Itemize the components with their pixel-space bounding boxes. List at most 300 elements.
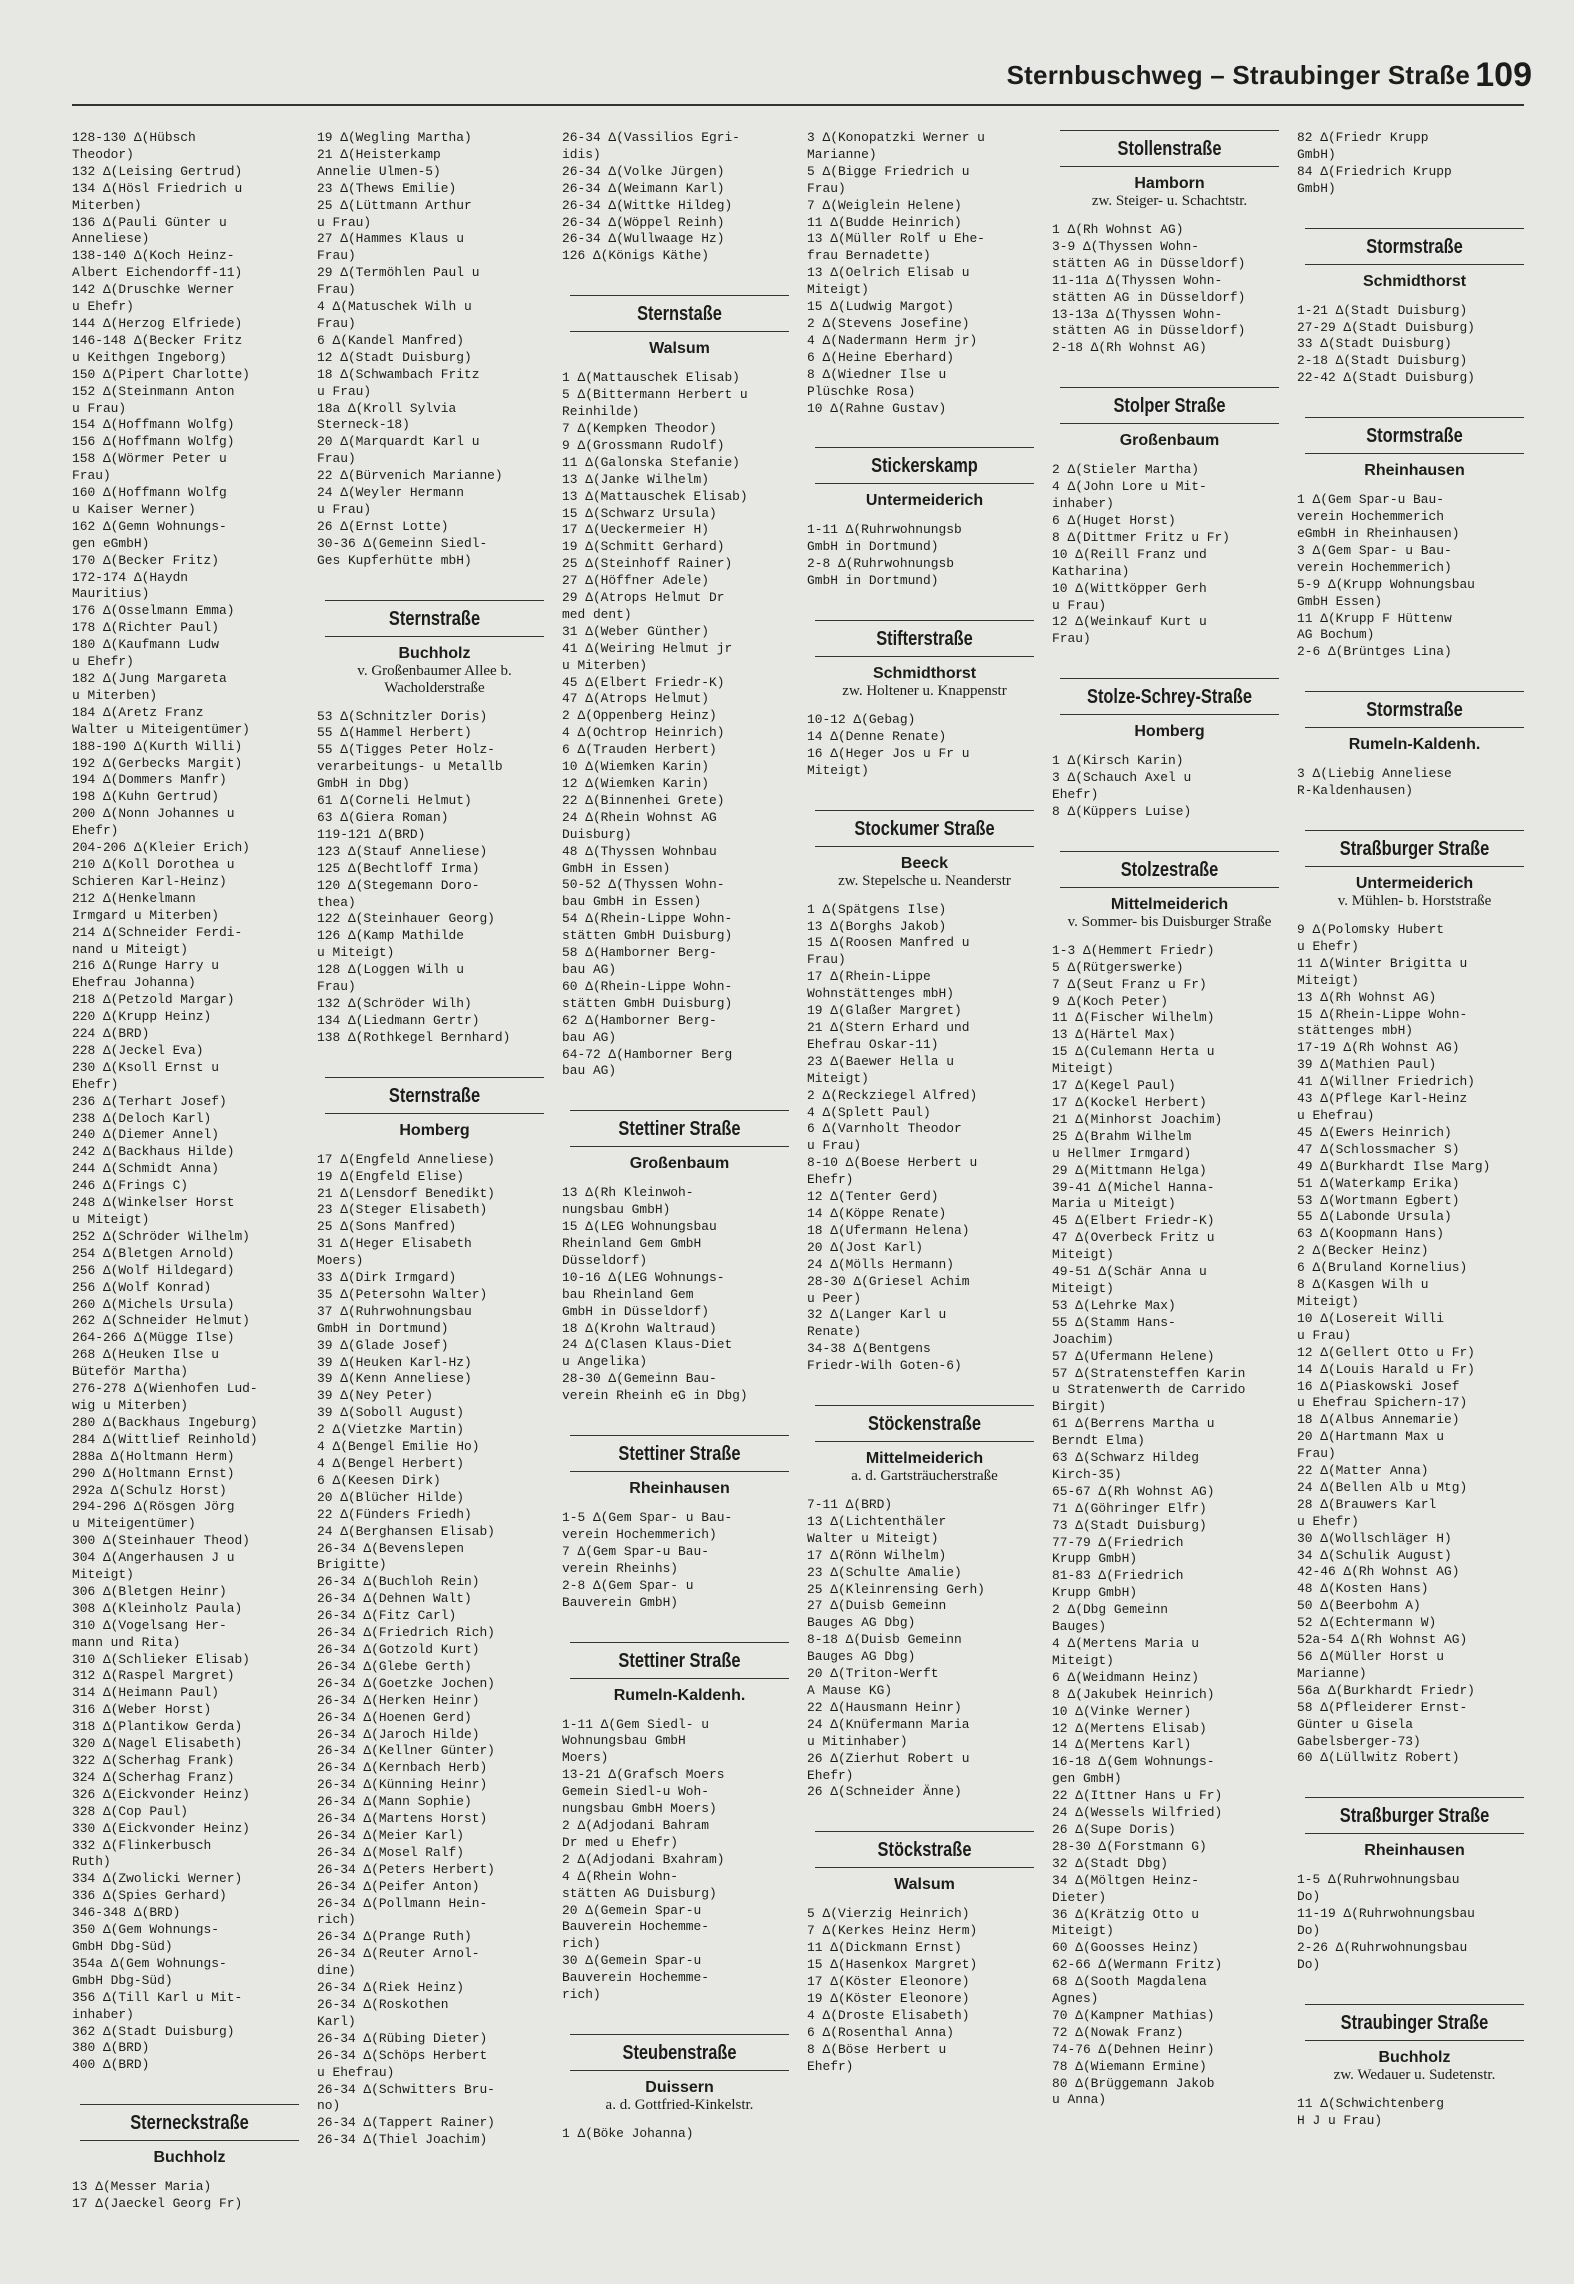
directory-entry: 61 Δ(Berrens Martha u bbox=[1052, 1416, 1215, 1432]
directory-entry: 122 Δ(Steinhauer Georg) bbox=[317, 911, 495, 927]
directory-entry: verein Hochemmerich bbox=[1297, 509, 1444, 525]
directory-entry: u Miteigentümer) bbox=[72, 1516, 196, 1532]
directory-entry: 128-130 Δ(Hübsch bbox=[72, 130, 196, 145]
directory-entry: Marianne) bbox=[1297, 1665, 1367, 1681]
section-rule-bottom bbox=[1305, 1833, 1524, 1834]
directory-entry: 22 Δ(Binnenhei Grete) bbox=[562, 792, 725, 808]
directory-entry: 214 Δ(Schneider Ferdi- bbox=[72, 924, 243, 940]
street-name: Stolzestraße bbox=[1120, 858, 1219, 881]
directory-entry: 47 Δ(Overbeck Fritz u bbox=[1052, 1230, 1215, 1246]
directory-entry: 55 Δ(Stamm Hans- bbox=[1052, 1314, 1176, 1330]
directory-entry: 39 Δ(Soboll August) bbox=[317, 1405, 464, 1421]
directory-entry: 6 Δ(Huget Horst) bbox=[1052, 512, 1176, 528]
directory-entry: 39 Δ(Ney Peter) bbox=[317, 1388, 434, 1404]
section-rule-bottom bbox=[815, 656, 1034, 657]
directory-entry: GmbH in Dortmund) bbox=[807, 573, 939, 589]
directory-entry: u Mitinhaber) bbox=[807, 1733, 908, 1749]
directory-entry: 84 Δ(Friedrich Krupp bbox=[1297, 163, 1452, 179]
street-range-note: v. Sommer- bis Duisburger Straße bbox=[1067, 913, 1272, 930]
directory-entry: 1 Δ(Kirsch Karin) bbox=[1052, 753, 1184, 769]
directory-entry: 15 Δ(Schwarz Ursula) bbox=[562, 505, 717, 521]
directory-entry: 120 Δ(Stegemann Doro- bbox=[317, 877, 480, 893]
directory-entry: A Mause KG) bbox=[807, 1683, 893, 1698]
directory-entry: bau AG) bbox=[562, 1029, 617, 1045]
directory-entry: u Ehefr) bbox=[72, 654, 134, 670]
directory-entry: 2 Δ(Dbg Gemeinn bbox=[1052, 1602, 1169, 1618]
directory-entry: 25 Δ(Kleinrensing Gerh) bbox=[807, 1581, 985, 1597]
directory-entry: 346-348 Δ(BRD) bbox=[72, 1905, 181, 1921]
directory-entry: 4 Δ(Rhein Wohn- bbox=[562, 1868, 679, 1884]
directory-entry: Reinhilde) bbox=[562, 404, 640, 420]
directory-entry: 80 Δ(Brüggemann Jakob bbox=[1052, 2075, 1215, 2091]
district-name: Rheinhausen bbox=[1364, 462, 1465, 480]
street-name: Sternstraße bbox=[388, 1084, 481, 1107]
directory-entry: Büteför Martha) bbox=[72, 1364, 189, 1380]
directory-entry: 34-38 Δ(Bentgens bbox=[807, 1341, 931, 1357]
directory-entry: 320 Δ(Nagel Elisabeth) bbox=[72, 1736, 243, 1752]
directory-entry: 64-72 Δ(Hamborner Berg bbox=[562, 1046, 733, 1062]
directory-entry: 218 Δ(Petzold Margar) bbox=[72, 992, 235, 1008]
directory-entry: 2 Δ(Oppenberg Heinz) bbox=[562, 708, 717, 724]
directory-entry: 19 Δ(Schmitt Gerhard) bbox=[562, 539, 725, 555]
directory-entry: 3 Δ(Konopatzki Werner u bbox=[807, 130, 985, 145]
directory-entry: 13 Δ(Janke Wilhelm) bbox=[562, 471, 709, 487]
directory-entry: 1-11 Δ(Ruhrwohnungsb bbox=[807, 522, 962, 538]
directory-entry: 244 Δ(Schmidt Anna) bbox=[72, 1161, 219, 1177]
section-rule-bottom bbox=[1305, 866, 1524, 867]
directory-entry: 9 Δ(Koch Peter) bbox=[1052, 993, 1169, 1009]
directory-entry: 7 Δ(Kerkes Heinz Herm) bbox=[807, 1923, 978, 1939]
directory-entry: 4 Δ(John Lore u Mit- bbox=[1052, 479, 1207, 495]
street-name: Stettiner Straße bbox=[618, 1118, 741, 1141]
directory-entry: 23 Δ(Thews Emilie) bbox=[317, 180, 457, 196]
directory-entry: 26-34 Δ(Vassilios Egri- bbox=[562, 130, 740, 145]
directory-entry: 65-67 Δ(Rh Wohnst AG) bbox=[1052, 1483, 1215, 1499]
directory-columns bbox=[72, 130, 1532, 2260]
directory-entry: 8 Δ(Kasgen Wilh u bbox=[1297, 1277, 1429, 1293]
directory-entry: Gabelsberger-73) bbox=[1297, 1733, 1421, 1749]
directory-entry: 81-83 Δ(Friedrich bbox=[1052, 1568, 1184, 1584]
directory-entry: 18 Δ(Ufermann Helena) bbox=[807, 1222, 970, 1238]
directory-entry: 200 Δ(Nonn Johannes u bbox=[72, 806, 235, 822]
directory-entry: 125 Δ(Bechtloff Irma) bbox=[317, 860, 480, 876]
directory-entry: 6 Δ(Bruland Kornelius) bbox=[1297, 1260, 1468, 1276]
directory-entry: 1 Δ(Mattauschek Elisab) bbox=[562, 370, 740, 386]
directory-entry: 20 Δ(Marquardt Karl u bbox=[317, 434, 480, 450]
directory-entry: 22 Δ(Fünders Friedh) bbox=[317, 1506, 472, 1522]
directory-entry: 2-8 Δ(Ruhrwohnungsb bbox=[807, 556, 954, 572]
directory-entry: 15 Δ(Ludwig Margot) bbox=[807, 299, 954, 315]
directory-entry: Ehefr) bbox=[72, 1076, 119, 1092]
directory-entry: 134 Δ(Hösl Friedrich u bbox=[72, 180, 243, 196]
directory-entry: 60 Δ(Lüllwitz Robert) bbox=[1297, 1750, 1460, 1766]
directory-entry: 17 Δ(Rhein-Lippe bbox=[807, 969, 931, 985]
directory-entry: Frau) bbox=[317, 282, 356, 298]
directory-entry: 17 Δ(Ueckermeier H) bbox=[562, 522, 709, 538]
directory-entry: Wohnstättenges mbH) bbox=[807, 986, 954, 1002]
street-name: Steubenstraße bbox=[622, 2041, 737, 2064]
directory-entry: 268 Δ(Heuken Ilse u bbox=[72, 1347, 219, 1363]
directory-entry: Wohnungsbau GmbH bbox=[562, 1733, 686, 1749]
directory-entry: 7 Δ(Weiglein Helene) bbox=[807, 197, 962, 213]
directory-entry: 26-34 Δ(Friedrich Rich) bbox=[317, 1625, 495, 1641]
directory-entry: 16-18 Δ(Gem Wohnungs- bbox=[1052, 1754, 1215, 1770]
directory-entry: 26-34 Δ(Künning Heinr) bbox=[317, 1777, 488, 1793]
directory-entry: 310 Δ(Vogelsang Her- bbox=[72, 1617, 227, 1633]
directory-entry: Bauverein GmbH) bbox=[562, 1594, 679, 1610]
directory-entry: 30 Δ(Wollschläger H) bbox=[1297, 1530, 1452, 1546]
directory-entry: 7 Δ(Kempken Theodor) bbox=[562, 420, 717, 436]
directory-entry: GmbH in Dortmund) bbox=[317, 1320, 449, 1336]
directory-entry: 7 Δ(Gem Spar-u Bau- bbox=[562, 1543, 709, 1559]
directory-entry: stätten GmbH Duisburg) bbox=[562, 995, 733, 1011]
directory-entry: 216 Δ(Runge Harry u bbox=[72, 958, 219, 974]
directory-entry: rich) bbox=[317, 1912, 356, 1928]
district-name: Rumeln-Kaldenh. bbox=[1348, 736, 1481, 754]
directory-entry: 4 Δ(Droste Elisabeth) bbox=[807, 2007, 970, 2023]
street-name: Sternstraße bbox=[388, 607, 481, 630]
street-section-header bbox=[1297, 2004, 1532, 2084]
directory-entry: 1-11 Δ(Gem Siedl- u bbox=[562, 1716, 709, 1732]
directory-entry: 256 Δ(Wolf Hildegard) bbox=[72, 1262, 235, 1278]
directory-entry: u Frau) bbox=[1297, 1327, 1352, 1343]
directory-entry: 12 Δ(Tenter Gerd) bbox=[807, 1189, 939, 1205]
directory-entry: 13 Δ(Rh Kleinwoh- bbox=[562, 1185, 694, 1201]
directory-entry: 20 Δ(Hartmann Max u bbox=[1297, 1429, 1444, 1445]
directory-entry: 26-34 Δ(Meier Karl) bbox=[317, 1827, 464, 1843]
street-section-header bbox=[562, 1110, 797, 1173]
section-rule-bottom bbox=[1305, 453, 1524, 454]
district-name: Homberg bbox=[399, 1121, 470, 1139]
directory-entry: 322 Δ(Scherhag Frank) bbox=[72, 1753, 235, 1768]
section-rule-bottom bbox=[1060, 714, 1279, 715]
directory-entry: 26-34 Δ(Prange Ruth) bbox=[317, 1929, 472, 1945]
directory-entry: 31 Δ(Weber Günther) bbox=[562, 623, 709, 639]
district-name: Homberg bbox=[1134, 723, 1205, 741]
directory-entry: 35 Δ(Petersohn Walter) bbox=[317, 1286, 488, 1302]
directory-entry: 8-18 Δ(Duisb Gemeinn bbox=[807, 1632, 962, 1648]
directory-entry: Frau) bbox=[1297, 1446, 1336, 1462]
directory-entry: 63 Δ(Koopmann Hans) bbox=[1297, 1226, 1444, 1242]
directory-entry: 26-34 Δ(Roskothen bbox=[317, 1997, 449, 2012]
directory-entry: thea) bbox=[317, 894, 356, 910]
directory-entry: 11 Δ(Dickmann Ernst) bbox=[807, 1940, 962, 1956]
directory-entry: Joachim) bbox=[1052, 1331, 1114, 1347]
directory-entry: 17-19 Δ(Rh Wohnst AG) bbox=[1297, 1040, 1460, 1056]
directory-entry: 5 Δ(Bittermann Herbert u bbox=[562, 387, 748, 403]
directory-entry: Annelie Ulmen-5) bbox=[317, 163, 441, 179]
section-rule-bottom bbox=[570, 1471, 789, 1472]
directory-entry: 246 Δ(Frings C) bbox=[72, 1178, 189, 1194]
directory-entry: 25 Δ(Lüttmann Arthur bbox=[317, 197, 472, 213]
directory-entry: 5 Δ(Vierzig Heinrich) bbox=[807, 1906, 970, 1922]
directory-entry: 22 Δ(Ittner Hans u Fr) bbox=[1052, 1788, 1223, 1804]
directory-entry: 180 Δ(Kaufmann Ludw bbox=[72, 637, 219, 653]
directory-entry: Miteigt) bbox=[1052, 1247, 1114, 1263]
district-name: Rheinhausen bbox=[629, 1480, 730, 1498]
directory-entry: Birgit) bbox=[1052, 1399, 1107, 1415]
directory-entry: 25 Δ(Steinhoff Rainer) bbox=[562, 556, 733, 572]
directory-entry: 48 Δ(Kosten Hans) bbox=[1297, 1581, 1429, 1597]
directory-entry: 24 Δ(Mölls Hermann) bbox=[807, 1256, 954, 1272]
street-name: Stöckstraße bbox=[877, 1839, 972, 1862]
directory-entry: GmbH Essen) bbox=[1297, 593, 1383, 609]
directory-entry: 16 Δ(Heger Jos u Fr u bbox=[807, 745, 970, 761]
directory-entry: 336 Δ(Spies Gerhard) bbox=[72, 1888, 227, 1904]
directory-entry: 53 Δ(Schnitzler Doris) bbox=[317, 708, 488, 724]
directory-entry: 49 Δ(Burkhardt Ilse Marg) bbox=[1297, 1158, 1491, 1174]
directory-entry: 26 Δ(Ernst Lotte) bbox=[317, 518, 449, 534]
directory-entry: 12 Δ(Wiemken Karin) bbox=[562, 776, 709, 791]
street-name: Stormstraße bbox=[1366, 425, 1463, 448]
directory-entry: Frau) bbox=[317, 451, 356, 467]
section-rule-bottom bbox=[815, 846, 1034, 847]
directory-entry: 11-11a Δ(Thyssen Wohn- bbox=[1052, 272, 1223, 288]
directory-entry: 15 Δ(Roosen Manfred u bbox=[807, 935, 970, 951]
directory-entry: 4 Δ(Matuschek Wilh u bbox=[317, 299, 472, 315]
directory-entry: 15 Δ(Hasenkox Margret) bbox=[807, 1957, 978, 1973]
street-range-note: zw. Steiger- u. Schachtstr. bbox=[1091, 193, 1248, 209]
directory-entry: 21 Δ(Minhorst Joachim) bbox=[1052, 1111, 1223, 1127]
directory-entry: 30-36 Δ(Gemeinn Siedl- bbox=[317, 535, 488, 551]
directory-entry: 26-34 Δ(Wöppel Reinh) bbox=[562, 214, 725, 230]
directory-column bbox=[72, 130, 307, 2260]
directory-entry: GmbH in Dbg) bbox=[317, 776, 410, 792]
district-name: Schmidthorst bbox=[1362, 272, 1467, 290]
directory-entry: 2-26 Δ(Ruhrwohnungsbau bbox=[1297, 1939, 1468, 1955]
directory-entry: 14 Δ(Denne Renate) bbox=[807, 728, 947, 744]
directory-entry: 18 Δ(Albus Annemarie) bbox=[1297, 1412, 1460, 1428]
directory-entry: verarbeitungs- u Metallb bbox=[317, 759, 503, 775]
directory-entry: 57 Δ(Stratensteffen Karin bbox=[1052, 1365, 1246, 1381]
directory-entry: 28-30 Δ(Gemeinn Bau- bbox=[562, 1371, 717, 1387]
directory-entry: 12 Δ(Mertens Elisab) bbox=[1052, 1720, 1207, 1736]
directory-entry: 262 Δ(Schneider Helmut) bbox=[72, 1313, 250, 1329]
directory-entry: Frau) bbox=[317, 248, 356, 264]
directory-entry: 26-34 Δ(Schwitters Bru- bbox=[317, 2081, 495, 2097]
directory-entry: 17 Δ(Engfeld Anneliese) bbox=[317, 1151, 495, 1167]
directory-entry: 2-6 Δ(Brüntges Lina) bbox=[1297, 644, 1452, 660]
district-name: Mittelmeiderich bbox=[865, 1450, 984, 1468]
directory-entry: H J u Frau) bbox=[1297, 2112, 1383, 2128]
directory-entry: 26-34 Δ(Glebe Gerth) bbox=[317, 1658, 472, 1674]
directory-entry: nand u Miteigt) bbox=[72, 941, 189, 957]
directory-entry: Ruth) bbox=[72, 1854, 111, 1870]
directory-entry: 11 Δ(Galonska Stefanie) bbox=[562, 454, 740, 470]
street-section-header bbox=[1052, 678, 1287, 741]
section-rule-bottom bbox=[570, 1146, 789, 1147]
directory-entry: 26-34 Δ(Riek Heinz) bbox=[317, 1980, 464, 1996]
district-name: Hamborn bbox=[1134, 175, 1205, 192]
directory-entry: 13-13a Δ(Thyssen Wohn- bbox=[1052, 306, 1223, 322]
directory-entry: 6 Δ(Varnholt Theodor bbox=[807, 1121, 962, 1137]
directory-entry: 4 Δ(Mertens Maria u bbox=[1052, 1636, 1199, 1651]
directory-entry: 380 Δ(BRD) bbox=[72, 2040, 150, 2056]
directory-entry: u Ehefr) bbox=[1297, 938, 1359, 954]
directory-entry: 26 Δ(Supe Doris) bbox=[1052, 1821, 1176, 1837]
directory-entry: Marianne) bbox=[807, 146, 877, 162]
directory-entry: 9 Δ(Polomsky Hubert bbox=[1297, 922, 1444, 938]
directory-entry: 21 Δ(Heisterkamp bbox=[317, 146, 441, 162]
directory-entry: 354a Δ(Gem Wohnungs- bbox=[72, 1955, 227, 1971]
district-name: Untermeiderich bbox=[1355, 875, 1474, 893]
district-name: Schmidthorst bbox=[872, 665, 977, 683]
directory-entry: u Frau) bbox=[317, 501, 372, 517]
directory-entry: Mauritius) bbox=[72, 586, 150, 602]
directory-entry: 14 Δ(Mertens Karl) bbox=[1052, 1737, 1192, 1753]
directory-entry: 58 Δ(Pfleiderer Ernst- bbox=[1297, 1699, 1468, 1715]
directory-entry: 26-34 Δ(Wullwaage Hz) bbox=[562, 231, 725, 247]
directory-entry: 4 Δ(Ochtrop Heinrich) bbox=[562, 725, 725, 741]
directory-entry: 1-5 Δ(Ruhrwohnungsbau bbox=[1297, 1872, 1460, 1888]
directory-entry: 280 Δ(Backhaus Ingeburg) bbox=[72, 1414, 258, 1430]
directory-entry: 26-34 Δ(Buchloh Rein) bbox=[317, 1574, 480, 1590]
street-section-header bbox=[562, 1435, 797, 1498]
directory-entry: 146-148 Δ(Becker Fritz bbox=[72, 332, 243, 348]
directory-entry: 184 Δ(Aretz Franz bbox=[72, 704, 204, 720]
directory-entry: 198 Δ(Kuhn Gertrud) bbox=[72, 789, 219, 805]
directory-entry: Dr med u Ehefr) bbox=[562, 1834, 679, 1850]
directory-entry: verein Hochemmerich) bbox=[562, 1527, 717, 1542]
directory-entry: Walter u Miteigentümer) bbox=[72, 721, 250, 737]
street-section-header bbox=[1297, 417, 1532, 480]
section-rule-bottom bbox=[325, 1113, 544, 1114]
directory-entry: 28-30 Δ(Griesel Achim bbox=[807, 1273, 970, 1289]
directory-entry: 3 Δ(Gem Spar- u Bau- bbox=[1297, 542, 1452, 558]
directory-entry: 212 Δ(Henkelmann bbox=[72, 890, 196, 906]
directory-entry: 10 Δ(Wiemken Karin) bbox=[562, 759, 709, 775]
section-rule-bottom bbox=[815, 1867, 1034, 1868]
directory-entry: 39 Δ(Heuken Karl-Hz) bbox=[317, 1354, 472, 1370]
section-rule-bottom bbox=[815, 483, 1034, 484]
directory-entry: Ehefr) bbox=[807, 2058, 854, 2074]
directory-entry: GmbH) bbox=[1297, 146, 1336, 162]
directory-entry: verein Hochemmerich) bbox=[1297, 559, 1452, 575]
directory-entry: no) bbox=[317, 2098, 341, 2114]
directory-entry: verein Rheinhs) bbox=[562, 1560, 679, 1576]
street-name: Stormstraße bbox=[1366, 699, 1463, 722]
directory-entry: u Frau) bbox=[807, 1138, 862, 1154]
directory-entry: Miteigt) bbox=[1297, 972, 1359, 988]
directory-entry: Miteigt) bbox=[1052, 1061, 1114, 1077]
directory-entry: 158 Δ(Wörmer Peter u bbox=[72, 451, 227, 467]
street-name: Stöckenstraße bbox=[867, 1413, 982, 1436]
directory-entry: 18a Δ(Kroll Sylvia bbox=[317, 400, 457, 416]
section-rule-bottom bbox=[570, 2070, 789, 2071]
directory-entry: 27 Δ(Höffner Adele) bbox=[562, 573, 709, 589]
directory-entry: 39 Δ(Kenn Anneliese) bbox=[317, 1371, 472, 1387]
directory-column bbox=[317, 130, 552, 2260]
directory-entry: 20 Δ(Gemein Spar-u bbox=[562, 1902, 702, 1918]
directory-entry: dine) bbox=[317, 1963, 356, 1979]
directory-entry: 284 Δ(Wittlief Reinhold) bbox=[72, 1431, 258, 1447]
directory-entry: u Frau) bbox=[317, 383, 372, 399]
street-section-header bbox=[807, 810, 1042, 890]
directory-entry: GmbH Dbg-Süd) bbox=[72, 1972, 173, 1988]
street-name: Sterneckstraße bbox=[130, 2112, 249, 2135]
directory-entry: 15 Δ(LEG Wohnungsbau bbox=[562, 1219, 717, 1235]
directory-entry: AG Bochum) bbox=[1297, 627, 1375, 643]
directory-entry: 9 Δ(Grossmann Rudolf) bbox=[562, 437, 725, 453]
directory-entry: 230 Δ(Ksoll Ernst u bbox=[72, 1059, 219, 1075]
street-name: Sternstaße bbox=[637, 303, 722, 326]
directory-entry: 292a Δ(Schulz Horst) bbox=[72, 1482, 227, 1498]
directory-entry: 11-19 Δ(Ruhrwohnungsbau bbox=[1297, 1906, 1475, 1922]
directory-entry: 34 Δ(Schulik August) bbox=[1297, 1547, 1452, 1563]
directory-entry: 24 Δ(Clasen Klaus-Diet bbox=[562, 1337, 733, 1353]
directory-entry: 25 Δ(Brahm Wilhelm bbox=[1052, 1128, 1192, 1144]
directory-entry: Karl) bbox=[317, 2013, 356, 2029]
directory-entry: 26-34 Δ(Mann Sophie) bbox=[317, 1794, 472, 1810]
directory-column bbox=[562, 130, 797, 2260]
directory-entry: 304 Δ(Angerhausen J u bbox=[72, 1550, 235, 1566]
directory-entry: 194 Δ(Dommers Manfr) bbox=[72, 772, 227, 788]
directory-entry: 12 Δ(Stadt Duisburg) bbox=[317, 349, 472, 365]
directory-entry: 4 Δ(Bengel Emilie Ho) bbox=[317, 1439, 480, 1455]
street-name: Stolze-Schrey-Straße bbox=[1087, 686, 1252, 709]
directory-entry: Theodor) bbox=[72, 146, 134, 162]
directory-entry: Ehefr) bbox=[72, 823, 119, 839]
directory-entry: frau Bernadette) bbox=[807, 248, 931, 264]
directory-entry: 53 Δ(Lehrke Max) bbox=[1052, 1297, 1176, 1313]
street-section-header bbox=[1297, 691, 1532, 754]
directory-entry: Frau) bbox=[807, 952, 846, 968]
district-name: Buchholz bbox=[398, 644, 471, 662]
directory-entry: 43 Δ(Pflege Karl-Heinz bbox=[1297, 1091, 1468, 1107]
directory-entry: Ehefrau Oskar-11) bbox=[807, 1036, 939, 1052]
directory-entry: 5 Δ(Rütgerswerke) bbox=[1052, 959, 1184, 975]
directory-entry: 152 Δ(Steinmann Anton bbox=[72, 383, 235, 399]
directory-entry: 26-34 Δ(Martens Horst) bbox=[317, 1811, 488, 1827]
directory-entry: Miteigt) bbox=[1297, 1293, 1359, 1309]
directory-entry: 170 Δ(Becker Fritz) bbox=[72, 552, 219, 568]
directory-entry: u Frau) bbox=[317, 214, 372, 230]
directory-entry: 14 Δ(Köppe Renate) bbox=[807, 1205, 947, 1221]
directory-entry: 39 Δ(Glade Josef) bbox=[317, 1337, 449, 1353]
directory-entry: 26-34 Δ(Mosel Ralf) bbox=[317, 1844, 464, 1860]
directory-entry: 4 Δ(Nadermann Herm jr) bbox=[807, 332, 978, 348]
street-name: Stormstraße bbox=[1366, 235, 1463, 258]
directory-entry: bau AG) bbox=[562, 961, 617, 977]
directory-entry: 78 Δ(Wiemann Ermine) bbox=[1052, 2058, 1207, 2074]
directory-entry: 254 Δ(Bletgen Arnold) bbox=[72, 1245, 235, 1261]
directory-entry: 45 Δ(Elbert Friedr-K) bbox=[1052, 1213, 1215, 1229]
directory-entry: 13 Δ(Oelrich Elisab u bbox=[807, 265, 970, 281]
directory-entry: Anneliese) bbox=[72, 231, 150, 247]
directory-entry: 17 Δ(Kegel Paul) bbox=[1052, 1078, 1176, 1094]
directory-entry: bau AG) bbox=[562, 1063, 617, 1079]
directory-entry: 13-21 Δ(Grafsch Moers bbox=[562, 1767, 725, 1783]
directory-entry: u Kaiser Werner) bbox=[72, 501, 196, 517]
directory-entry: 8 Δ(Wiedner Ilse u bbox=[807, 366, 947, 382]
directory-entry: 356 Δ(Till Karl u Mit- bbox=[72, 1989, 243, 2005]
directory-entry: 2 Δ(Reckziegel Alfred) bbox=[807, 1087, 978, 1103]
directory-entry: GmbH Dbg-Süd) bbox=[72, 1938, 173, 1954]
directory-entry: 276-278 Δ(Wienhofen Lud- bbox=[72, 1381, 258, 1397]
directory-entry: 19 Δ(Engfeld Elise) bbox=[317, 1168, 464, 1184]
directory-entry: 10 Δ(Reill Franz und bbox=[1052, 546, 1207, 562]
directory-entry: 11 Δ(Winter Brigitta u bbox=[1297, 955, 1468, 971]
street-range-note: zw. Holtener u. Knappenstr bbox=[842, 683, 1007, 700]
street-name: Stollenstraße bbox=[1117, 138, 1222, 160]
directory-entry: Katharina) bbox=[1052, 563, 1130, 579]
district-name: Walsum bbox=[649, 340, 710, 358]
street-section-header bbox=[1297, 228, 1532, 291]
directory-entry: u Keithgen Ingeborg) bbox=[72, 349, 227, 365]
directory-entry: 26-34 Δ(Herken Heinr) bbox=[317, 1692, 480, 1708]
directory-entry: 26-34 Δ(Goetzke Jochen) bbox=[317, 1675, 495, 1691]
directory-entry: 36 Δ(Krätzig Otto u bbox=[1052, 1906, 1199, 1922]
